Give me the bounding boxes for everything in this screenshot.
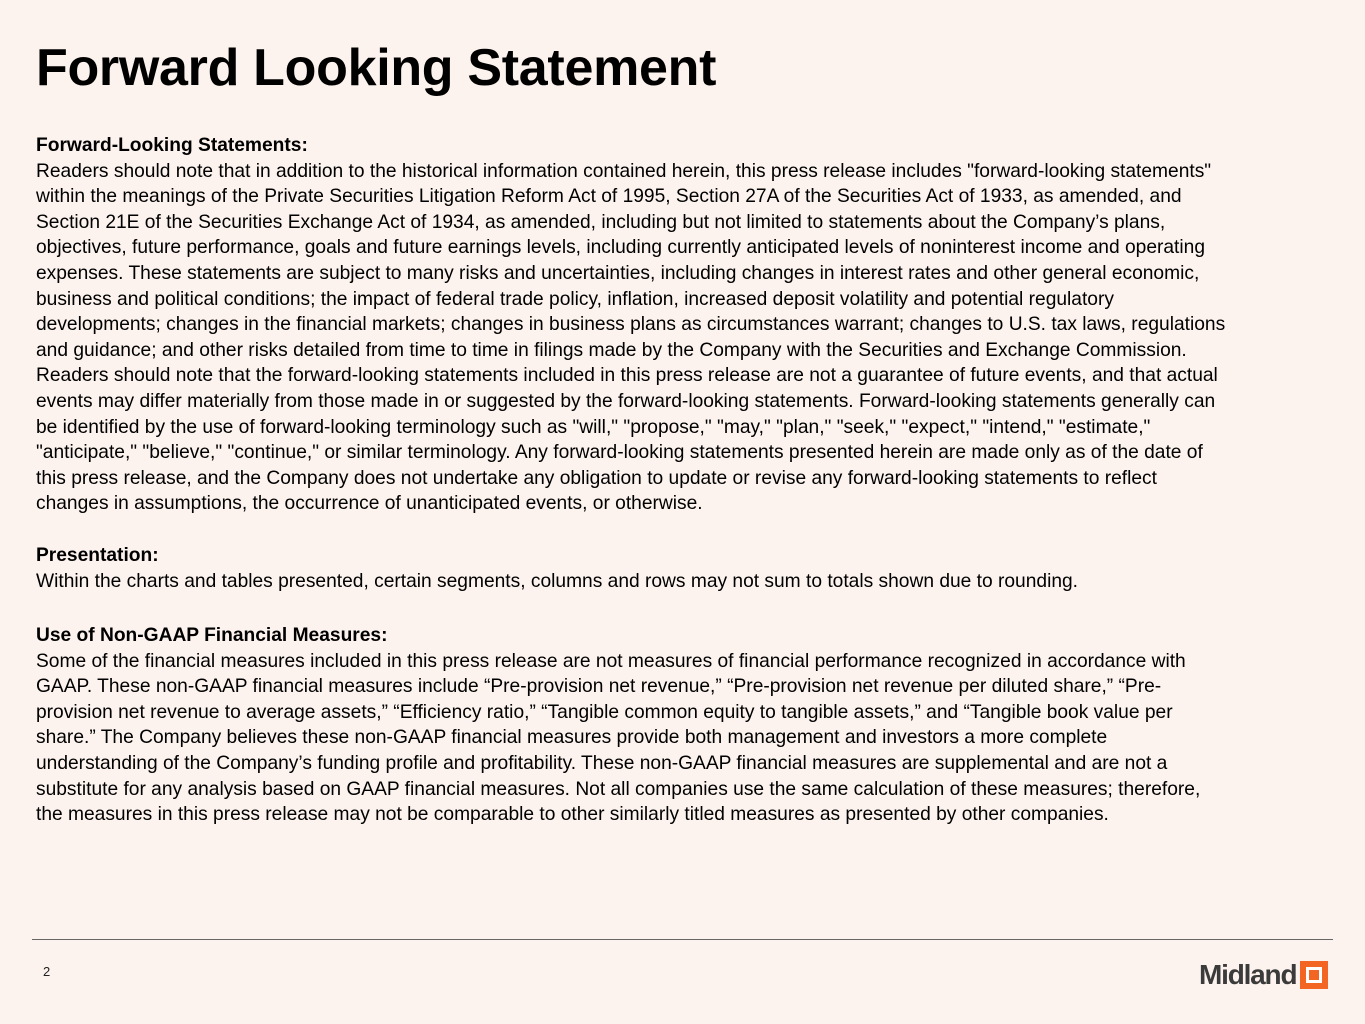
slide-title: Forward Looking Statement: [36, 39, 717, 97]
section-presentation: [36, 543, 1231, 594]
logo-text: Midland: [1199, 959, 1297, 990]
section-body: Readers should note that in addition to the historical information contained herein, this press release includes "forward-looking statements" within the meanings of the Private Securities Litigation Reform Act of 1995, Section 27A of the Securities Act of 1933, as amended, and Section 21E of the Securities Exchange Act of 1934, as amended, including but not limited to statements about the Company’s plans, objectives, future performance, goals and future earnings levels, including currently anticipated levels of noninterest income and operating expenses. These statements are subject to many risks and uncertainties, including changes in interest rates and other general economic, business and political conditions; the impact of federal trade policy, inflation, increased deposit volatility and potential regulatory developments; changes in the financial markets; changes in business plans as circumstances warrant; changes to U.S. tax laws, regulations and guidance; and other risks detailed from time to time in filings made by the Company with the Securities and Exchange Commission. Readers should note that the forward-looking statements included in this press release are not a guarantee of future events, and that actual events may differ materially from those made in or suggested by the forward-looking statements. Forward-looking statements generally can be identified by the use of forward-looking terminology such as "will," "propose," "may," "plan," "seek," "expect," "intend," "estimate," "anticipate," "believe," "continue," or similar terminology. Any forward-looking statements presented herein are made only as of the date of this press release, and the Company does not undertake any obligation to update or revise any forward-looking statements to reflect changes in assumptions, the occurrence of unanticipated events, or otherwise.: [36, 160, 1226, 515]
section-heading: Presentation:: [36, 544, 159, 566]
midland-logo: [1199, 958, 1328, 992]
section-body: Within the charts and tables presented, certain segments, columns and rows may not sum to totals shown due to rounding.: [36, 570, 1079, 592]
section-body: Some of the financial measures included in this press release are not measures of financial performance recognized in accordance with GAAP. These non-GAAP financial measures include “Pre-provision net revenue,” “Pre-provision net revenue per diluted share,” “Pre-provision net revenue to average assets,” “Efficiency ratio,” “Tangible common equity to tangible assets,” and “Tangible book value per share.” The Company believes these non-GAAP financial measures provide both management and investors a more complete understanding of the Company’s funding profile and profitability. These non-GAAP financial measures are supplemental and are not a substitute for any analysis based on GAAP financial measures. Not all companies use the same calculation of these measures; therefore, the measures in this press release may not be comparable to other similarly titled measures as presented by other companies.: [36, 650, 1201, 826]
body-text: [36, 133, 1231, 828]
section-non-gaap: [36, 623, 1231, 828]
page-number: 2: [43, 964, 51, 979]
section-forward-looking: [36, 133, 1231, 517]
footer-divider: [32, 939, 1333, 940]
section-heading: Use of Non-GAAP Financial Measures:: [36, 625, 388, 647]
square-in-square-icon: [1300, 961, 1328, 989]
section-heading: Forward-Looking Statements:: [36, 135, 308, 156]
